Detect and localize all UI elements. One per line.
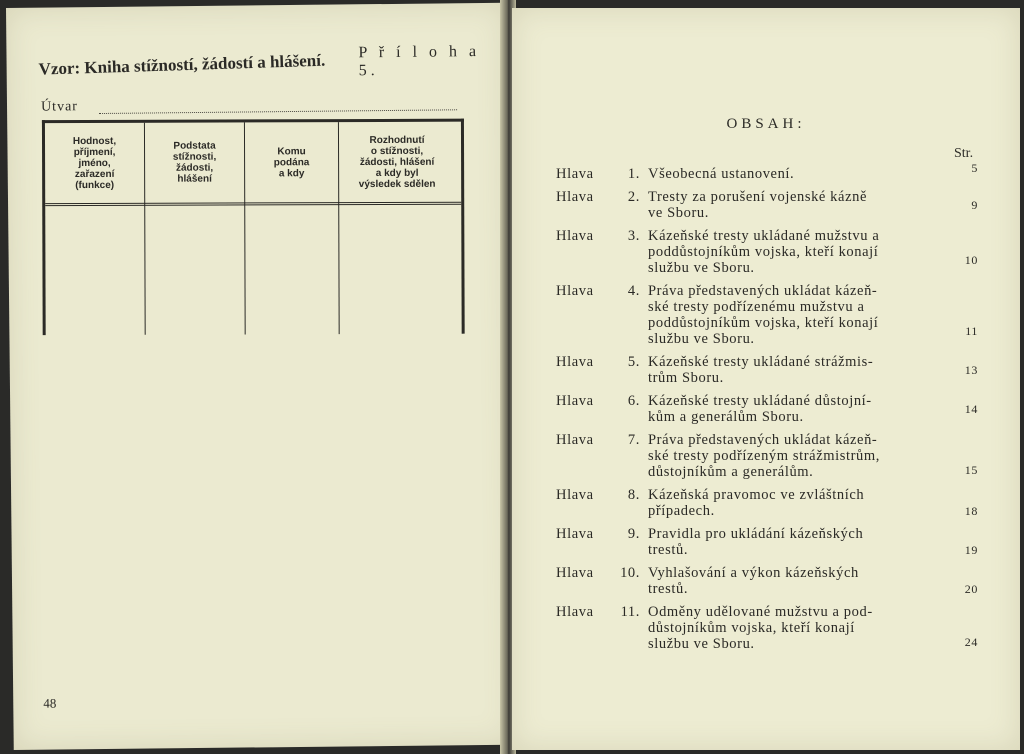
contents-title: OBSAH:	[726, 116, 806, 132]
toc-page-number: 9	[971, 198, 978, 212]
toc-chapter-number: 2.	[627, 189, 640, 205]
toc-chapter-title: Práva představených ukládat kázeň- ské tresty podřízenému mužstvu a poddůstojníkům vojska, kteří konají službu ve Sboru.	[648, 283, 879, 347]
toc-entry	[556, 432, 976, 480]
toc-entry	[556, 487, 976, 519]
toc-chapter-word: Hlava	[556, 393, 594, 409]
toc-chapter-title: Vyhlašování a výkon kázeňských trestů.	[648, 565, 859, 597]
page-column-label: Str.	[954, 146, 974, 161]
toc-page-number: 18	[964, 504, 978, 518]
toc-chapter-title: Kázeňské tresty ukládané mužstvu a poddůstojníkům vojska, kteří konají službu ve Sboru.	[648, 228, 880, 276]
toc-page-number: 19	[964, 543, 978, 557]
toc-chapter-title: Všeobecná ustanovení.	[648, 166, 795, 182]
toc-chapter-word: Hlava	[556, 565, 594, 581]
toc-entry	[556, 283, 976, 347]
toc-entry	[556, 526, 976, 558]
toc-chapter-word: Hlava	[556, 166, 594, 182]
toc-page-number: 10	[964, 253, 978, 267]
toc-chapter-word: Hlava	[556, 487, 594, 503]
table-column	[145, 122, 246, 334]
toc-chapter-number: 4.	[627, 283, 640, 299]
toc-chapter-word: Hlava	[556, 432, 594, 448]
table-column	[339, 122, 456, 334]
table-column	[45, 123, 146, 335]
toc-chapter-title: Tresty za porušení vojenské kázně ve Sboru.	[648, 189, 867, 221]
toc-chapter-word: Hlava	[556, 604, 594, 620]
toc-chapter-number: 1.	[627, 166, 640, 182]
toc-page-number: 5	[971, 161, 978, 175]
toc-page-number: 13	[964, 363, 978, 377]
toc-chapter-word: Hlava	[556, 283, 594, 299]
table-of-contents	[556, 161, 978, 659]
toc-chapter-number: 10.	[620, 565, 640, 581]
appendix-label: P ř í l o h a 5.	[358, 43, 481, 80]
toc-entry	[556, 189, 976, 221]
toc-chapter-word: Hlava	[556, 189, 594, 205]
toc-chapter-number: 9.	[627, 526, 640, 542]
column-header: Hodnost, příjmení, jméno, zařazení (funkce)	[72, 135, 117, 191]
toc-chapter-title: Kázeňská pravomoc ve zvláštních případech.	[648, 487, 865, 519]
unit-label: Útvar	[40, 99, 79, 115]
toc-page-number: 15	[964, 463, 978, 477]
form-title: Vzor: Kniha stížností, žádostí a hlášení.	[38, 50, 326, 79]
toc-chapter-number: 6.	[627, 393, 640, 409]
toc-chapter-number: 5.	[627, 354, 640, 370]
toc-page-number: 11	[965, 324, 978, 338]
toc-chapter-number: 11.	[620, 604, 640, 620]
toc-chapter-title: Kázeňské tresty ukládané strážmis- trům Sboru.	[648, 354, 874, 386]
toc-chapter-title: Pravidla pro ukládání kázeňských trestů.	[648, 526, 864, 558]
toc-chapter-number: 8.	[627, 487, 640, 503]
table-column	[245, 122, 340, 334]
toc-page-number: 24	[964, 635, 978, 649]
column-header: Komu podána a kdy	[273, 145, 310, 179]
toc-entry	[556, 161, 978, 182]
column-header: Podstata stížnosti, žádosti, hlášení	[172, 140, 217, 185]
complaints-form-table	[42, 119, 465, 335]
toc-page-number: 20	[964, 582, 978, 596]
toc-entry	[556, 604, 976, 652]
toc-chapter-word: Hlava	[556, 526, 594, 542]
left-page	[6, 3, 514, 750]
toc-entry	[556, 565, 976, 597]
page-number: 48	[43, 695, 57, 711]
toc-chapter-number: 3.	[627, 228, 640, 244]
right-page	[512, 8, 1020, 750]
toc-chapter-title: Odměny udělované mužstvu a pod- důstojníkům vojska, kteří konají službu ve Sboru.	[648, 604, 873, 652]
unit-fill-line	[99, 109, 457, 114]
toc-entry	[556, 354, 976, 386]
column-header: Rozhodnutí o stížnosti, žádosti, hlášení a kdy byl výsledek sdělen	[358, 134, 436, 190]
toc-entry	[556, 228, 976, 276]
toc-chapter-title: Kázeňské tresty ukládané důstojní- kům a generálům Sboru.	[648, 393, 872, 425]
toc-chapter-title: Práva představených ukládat kázeň- ské tresty podřízeným strážmistrům, důstojníkům a generálům.	[648, 432, 881, 480]
toc-chapter-number: 7.	[627, 432, 640, 448]
toc-chapter-word: Hlava	[556, 354, 594, 370]
toc-entry	[556, 393, 976, 425]
toc-page-number: 14	[964, 402, 978, 416]
toc-chapter-word: Hlava	[556, 228, 594, 244]
